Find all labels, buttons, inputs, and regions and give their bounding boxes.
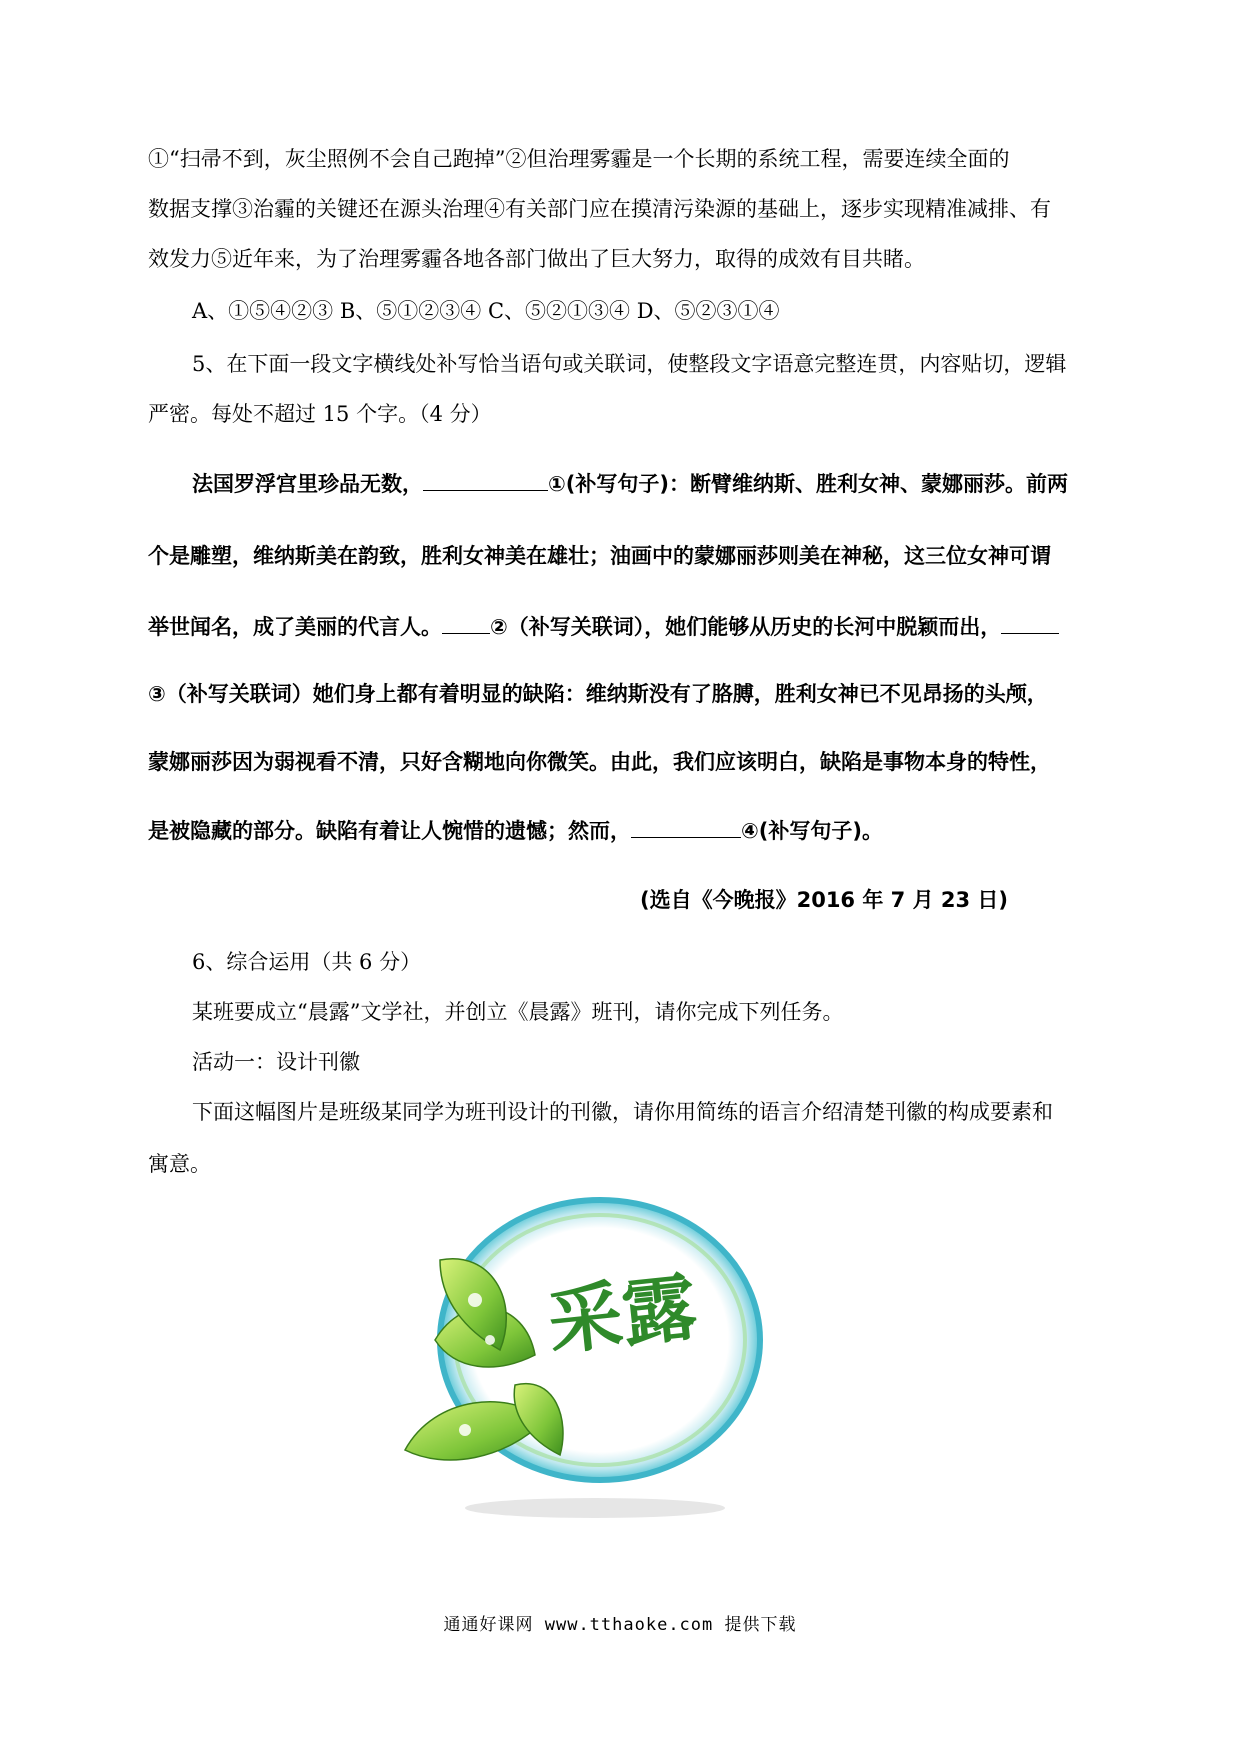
q6-task-line-1: 下面这幅图片是班级某同学为班刊设计的刊徽，请你用简练的语言介绍清楚刊徽的构成要素和: [192, 1100, 1053, 1124]
emblem-image: [395, 1190, 775, 1530]
page-footer: 通通好课网 www.tthaoke.com 提供下载: [443, 1615, 797, 1635]
blank-1: [423, 468, 548, 491]
q4-line-1: ①“扫帚不到，灰尘照例不会自己跑掉”②但治理雾霾是一个长期的系统工程，需要连续全面的: [148, 147, 1010, 171]
emblem-text: 采露: [544, 1264, 701, 1366]
passage-text: ②（补写关联词），她们能够从历史的长河中脱颖而出，: [490, 615, 1002, 639]
q6-activity: 活动一：设计刊徽: [192, 1050, 360, 1074]
blank-3: [1001, 611, 1059, 634]
blank-4: [631, 815, 741, 838]
q4-line-2: 数据支撑③治霾的关键还在源头治理④有关部门应在摸清污染源的基础上，逐步实现精准减排、有: [148, 197, 1051, 221]
q5-passage-line-3: [148, 611, 1098, 641]
blank-2: [442, 611, 490, 634]
q6-task-line-2: 寓意。: [148, 1152, 211, 1176]
q5-stem-1: 5、在下面一段文字横线处补写恰当语句或关联词，使整段文字语意完整连贯，内容贴切，逻辑: [192, 352, 1067, 376]
q5-passage-line-6: [148, 815, 1098, 845]
q6-title: 6、综合运用（共 6 分）: [192, 950, 422, 974]
q5-passage-line-2: 个是雕塑，维纳斯美在韵致，胜利女神美在雄壮；油画中的蒙娜丽莎则美在神秘，这三位女神可谓: [148, 544, 1051, 568]
passage-text: 法国罗浮宫里珍品无数，: [192, 472, 423, 496]
passage-text: ④(补写句子)。: [741, 819, 883, 843]
q4-line-3: 效发力⑤近年来，为了治理雾霾各地各部门做出了巨大努力，取得的成效有目共睹。: [148, 247, 925, 271]
passage-source: (选自《今晚报》2016 年 7 月 23 日): [640, 888, 1009, 912]
q5-stem-2: 严密。每处不超过 15 个字。（4 分）: [148, 402, 492, 426]
q4-options: A、①⑤④②③ B、⑤①②③④ C、⑤②①③④ D、⑤②③①④: [192, 299, 780, 323]
q6-intro: 某班要成立“晨露”文学社，并创立《晨露》班刊，请你完成下列任务。: [192, 1000, 844, 1024]
passage-text: 举世闻名，成了美丽的代言人。: [148, 615, 442, 639]
q5-passage-line-5: 蒙娜丽莎因为弱视看不清，只好含糊地向你微笑。由此，我们应该明白，缺陷是事物本身的特性，: [148, 750, 1051, 774]
q5-passage-line-4: ③（补写关联词）她们身上都有着明显的缺陷：维纳斯没有了胳膊，胜利女神已不见昂扬的头颅，: [148, 682, 1048, 706]
passage-text: ①(补写句子)：断臂维纳斯、胜利女神、蒙娜丽莎。前两: [548, 472, 1068, 496]
q5-passage-line-1: [192, 468, 1142, 498]
passage-text: 是被隐藏的部分。缺陷有着让人惋惜的遗憾；然而，: [148, 819, 631, 843]
